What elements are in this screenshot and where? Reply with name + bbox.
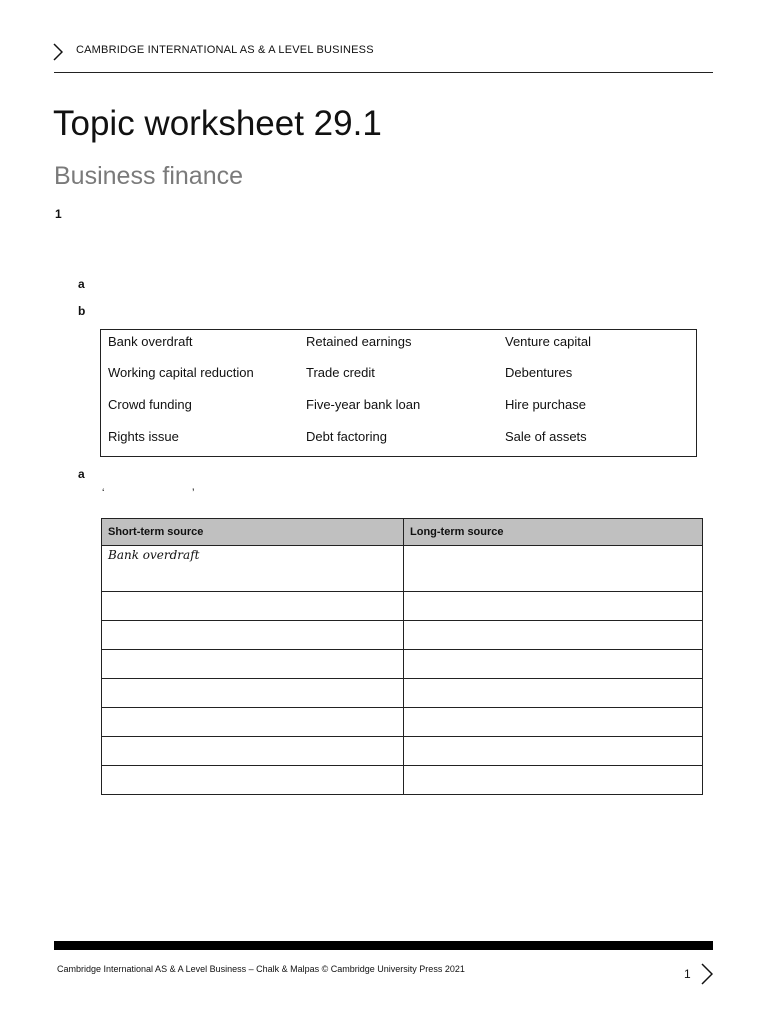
page-subtitle: Business finance xyxy=(54,162,244,190)
answer-cell-short-term[interactable] xyxy=(102,546,404,592)
header-long-term: Long-term source xyxy=(404,519,703,546)
option-item: Hire purchase xyxy=(505,397,586,412)
answer-cell-long-term[interactable] xyxy=(404,708,703,737)
finance-sources-box xyxy=(100,329,697,457)
chevron-right-icon xyxy=(53,43,63,61)
option-item: Retained earnings xyxy=(306,334,412,349)
option-item: Rights issue xyxy=(108,429,179,444)
answer-cell-short-term[interactable] xyxy=(102,592,404,621)
option-item: Sale of assets xyxy=(505,429,587,444)
example-answer: Bank overdraft xyxy=(108,548,200,562)
table-row xyxy=(102,679,703,708)
open-quote: ‘ xyxy=(102,487,105,499)
answer-cell-long-term[interactable] xyxy=(404,546,703,592)
option-item: Bank overdraft xyxy=(108,334,193,349)
question-part-a: a xyxy=(78,277,85,291)
option-item: Working capital reduction xyxy=(108,365,254,380)
footer-bar xyxy=(54,941,713,950)
option-item: Five-year bank loan xyxy=(306,397,421,412)
answer-cell-short-term[interactable] xyxy=(102,679,404,708)
answer-cell-long-term[interactable] xyxy=(404,621,703,650)
question-part-a-second: a xyxy=(78,467,85,481)
table-row xyxy=(102,621,703,650)
option-item: Debt factoring xyxy=(306,429,387,444)
answer-cell-short-term[interactable] xyxy=(102,737,404,766)
answer-cell-long-term[interactable] xyxy=(404,592,703,621)
sources-table xyxy=(101,518,703,795)
page-number: 1 xyxy=(684,967,691,981)
answer-cell-short-term[interactable] xyxy=(102,766,404,795)
option-item: Venture capital xyxy=(505,334,592,349)
answer-cell-short-term[interactable] xyxy=(102,621,404,650)
question-part-b: b xyxy=(78,304,86,318)
question-number: 1 xyxy=(55,207,62,221)
header-divider xyxy=(54,72,713,73)
answer-cell-short-term[interactable] xyxy=(102,708,404,737)
header-short-term: Short-term source xyxy=(102,519,404,546)
answer-cell-long-term[interactable] xyxy=(404,737,703,766)
table-row xyxy=(102,766,703,795)
answer-cell-long-term[interactable] xyxy=(404,650,703,679)
next-page-chevron-icon[interactable] xyxy=(701,963,713,985)
header-series: CAMBRIDGE INTERNATIONAL AS & A LEVEL BUSINESS xyxy=(76,44,374,56)
option-item: Debentures xyxy=(505,365,573,380)
table-row xyxy=(102,650,703,679)
page-title: Topic worksheet 29.1 xyxy=(53,104,382,143)
table-row xyxy=(102,708,703,737)
answer-cell-long-term[interactable] xyxy=(404,679,703,708)
option-item: Crowd funding xyxy=(108,397,192,412)
table-row xyxy=(102,737,703,766)
footer-copyright: Cambridge International AS & A Level Business – Chalk & Malpas © Cambridge University Press 2021 xyxy=(57,964,465,974)
option-item: Trade credit xyxy=(306,365,375,380)
answer-cell-short-term[interactable] xyxy=(102,650,404,679)
answer-cell-long-term[interactable] xyxy=(404,766,703,795)
close-quote: ’ xyxy=(192,487,195,499)
table-row xyxy=(102,592,703,621)
